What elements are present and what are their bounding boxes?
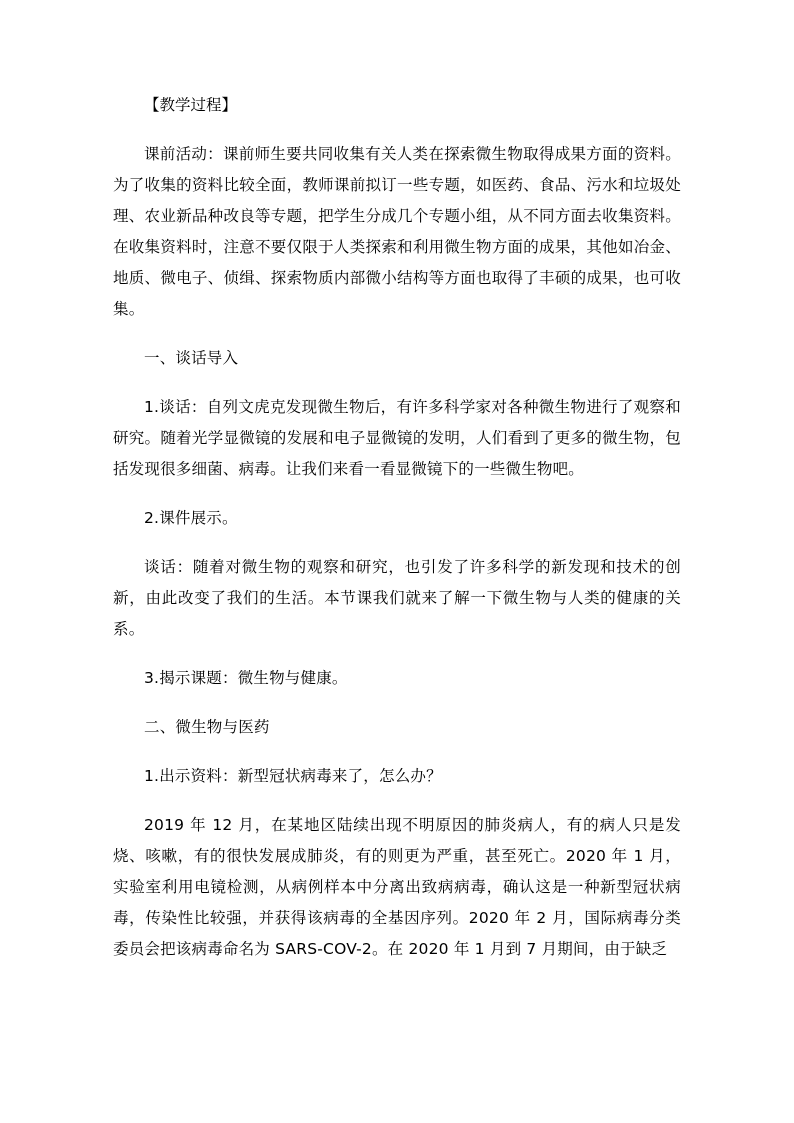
document-body <box>113 90 681 965</box>
heading-medicine: 二、微生物与医药 <box>144 718 270 736</box>
paragraph-reveal-topic: 3.揭示课题：微生物与健康。 <box>144 669 348 687</box>
paragraph-show-material: 1.出示资料：新型冠状病毒来了，怎么办？ <box>144 767 442 785</box>
paragraph-covid-history: 2019 年 12 月，在某地区陆续出现不明原因的肺炎病人，有的病人只是发烧、咳嗽，有的很快发展成肺炎，有的则更为严重，甚至死亡。2020 年 1 月，实验室利用电镜检测，从病例样本中分离出致病病毒，确认这是一种新型冠状病毒，传染性比较强，并获得该病毒的全基因序列。2020 年 2 月，国际病毒分类委员会把该病毒命名为 SARS-COV-2。在 2020 年 1 月到 7 月期间，由于缺乏 <box>113 816 681 958</box>
heading-intro: 一、谈话导入 <box>144 349 239 367</box>
paragraph-pre-class-activity: 课前活动：课前师生要共同收集有关人类在探索微生物取得成果方面的资料。为了收集的资料比较全面，教师课前拟订一些专题，如医药、食品、污水和垃圾处理、农业新品种改良等专题，把学生分成几个专题小组，从不同方面去收集资料。在收集资料时，注意不要仅限于人类探索和利用微生物方面的成果，其他如冶金、地质、微电子、侦缉、探索物质内部微小结构等方面也取得了丰硕的成果，也可收集。 <box>113 145 681 318</box>
paragraph-talk-2: 谈话：随着对微生物的观察和研究，也引发了许多科学的新发现和技术的创新，由此改变了我们的生活。本节课我们就来了解一下微生物与人类的健康的关系。 <box>113 558 681 638</box>
paragraph-talk: 1.谈话：自列文虎克发现微生物后，有许多科学家对各种微生物进行了观察和研究。随着光学显微镜的发展和电子显微镜的发明，人们看到了更多的微生物，包括发现很多细菌、病毒。让我们来看一看显微镜下的一些微生物吧。 <box>113 398 681 478</box>
section-heading: 【教学过程】 <box>144 96 238 114</box>
paragraph-courseware: 2.课件展示。 <box>144 509 238 527</box>
